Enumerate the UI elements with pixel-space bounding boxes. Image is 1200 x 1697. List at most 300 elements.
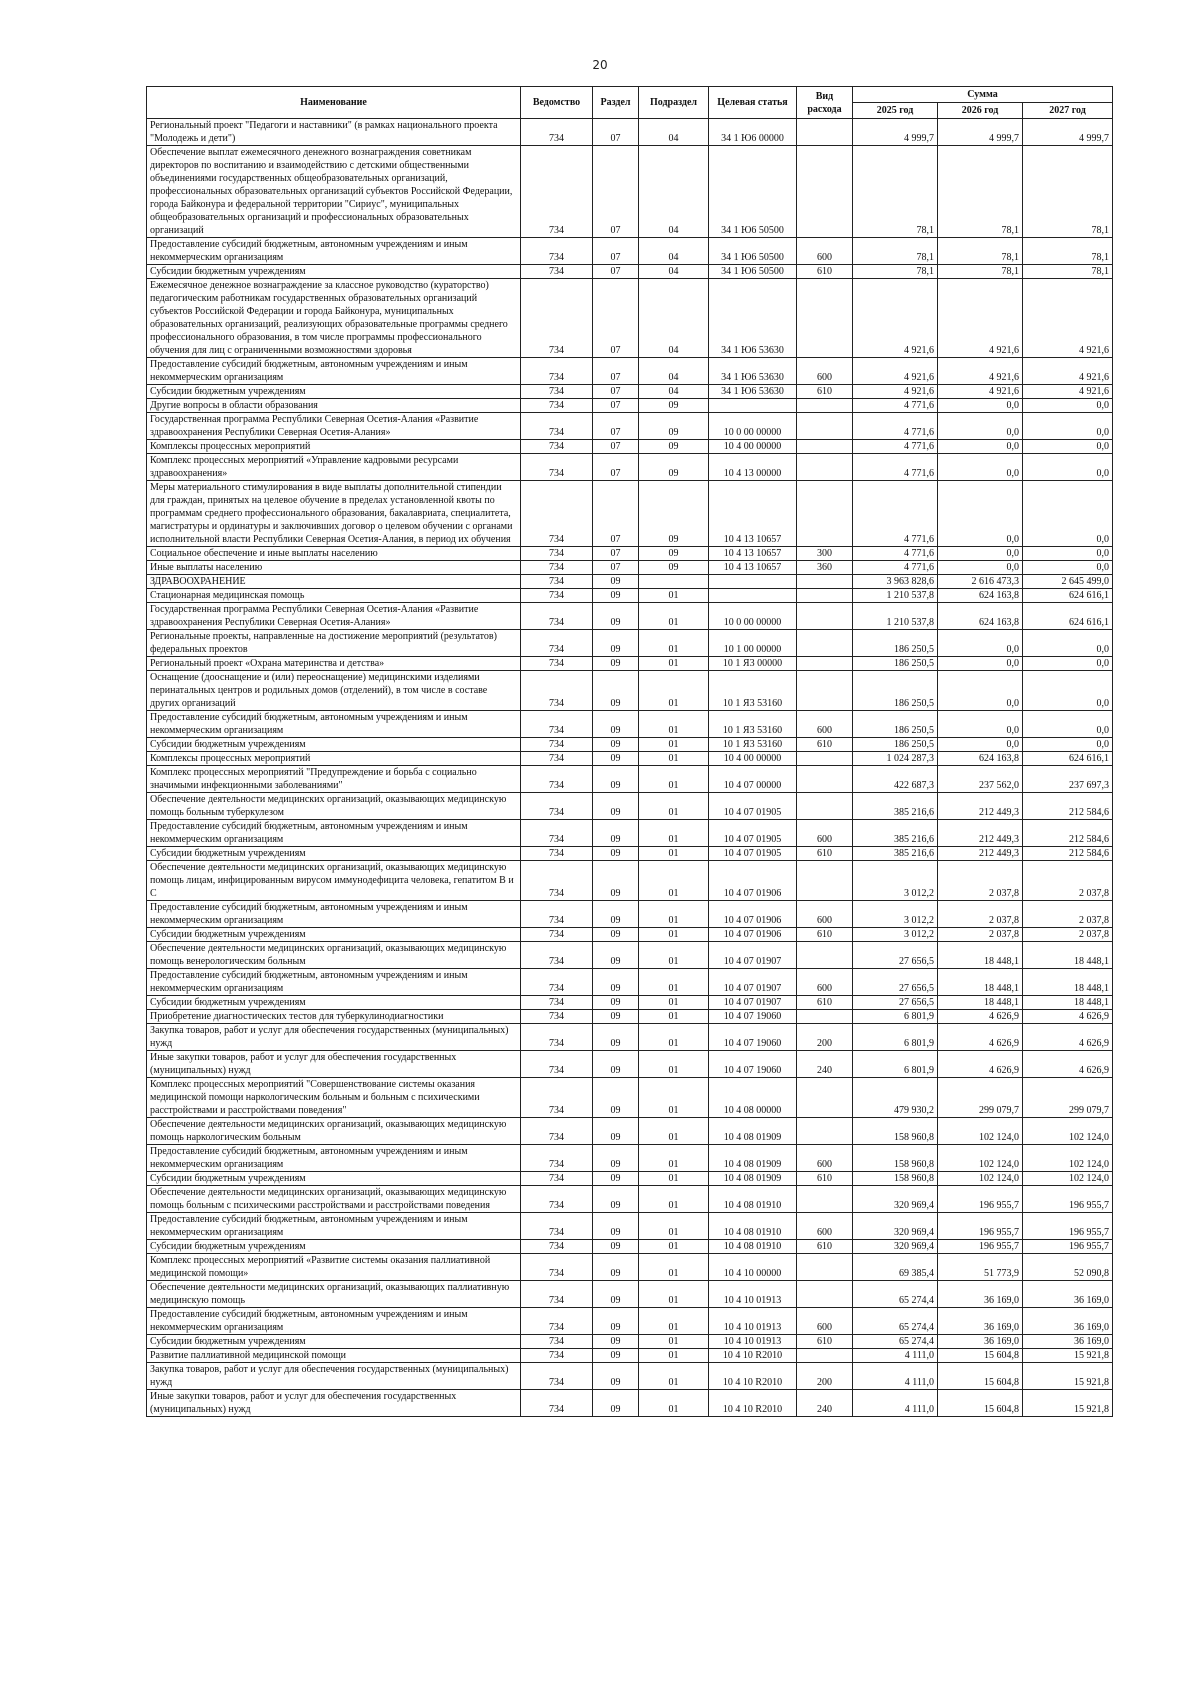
row-target: 10 1 Я3 53160 (709, 738, 797, 752)
row-target: 34 1 Ю6 50500 (709, 238, 797, 265)
table-row (147, 1051, 1113, 1078)
row-target: 10 1 Я3 00000 (709, 657, 797, 671)
row-sum-2027: 15 921,8 (1023, 1363, 1113, 1390)
row-sum-2027: 102 124,0 (1023, 1145, 1113, 1172)
row-subsection: 09 (639, 481, 709, 547)
table-row (147, 1363, 1113, 1390)
table-body (147, 119, 1113, 1417)
row-subsection: 01 (639, 752, 709, 766)
row-sum-2027: 196 955,7 (1023, 1186, 1113, 1213)
row-target: 10 4 07 00000 (709, 766, 797, 793)
row-sum-2025: 320 969,4 (853, 1213, 938, 1240)
row-subsection: 01 (639, 1390, 709, 1417)
row-exp-type (797, 399, 853, 413)
header-2026: 2026 год (938, 103, 1023, 119)
row-name: Закупка товаров, работ и услуг для обеспечения государственных (муниципальных) нужд (147, 1363, 521, 1390)
row-subsection: 04 (639, 238, 709, 265)
row-dept: 734 (521, 454, 593, 481)
row-dept: 734 (521, 603, 593, 630)
row-section: 07 (593, 238, 639, 265)
row-section: 09 (593, 603, 639, 630)
row-sum-2027: 4 626,9 (1023, 1010, 1113, 1024)
row-subsection: 01 (639, 901, 709, 928)
row-sum-2025: 4 771,6 (853, 440, 938, 454)
row-dept: 734 (521, 575, 593, 589)
row-sum-2025: 1 210 537,8 (853, 589, 938, 603)
row-dept: 734 (521, 146, 593, 238)
row-target: 10 4 07 01907 (709, 942, 797, 969)
row-sum-2025: 320 969,4 (853, 1186, 938, 1213)
row-sum-2027: 196 955,7 (1023, 1240, 1113, 1254)
row-name: Предоставление субсидий бюджетным, автономным учреждениям и иным некоммерческим организациям (147, 901, 521, 928)
table-row (147, 440, 1113, 454)
row-exp-type: 200 (797, 1024, 853, 1051)
table-row (147, 561, 1113, 575)
row-sum-2026: 102 124,0 (938, 1145, 1023, 1172)
row-sum-2027: 18 448,1 (1023, 969, 1113, 996)
row-sum-2027: 2 037,8 (1023, 901, 1113, 928)
row-name: Меры материального стимулирования в виде выплаты дополнительной стипендии для граждан, принятых на целевое обучение в пределах установленной квоты по программам среднего профессионального образования, бакалавриата, специалитета, магистратуры и ординатуры и заключивших договор о целевом обучении с органами исполнительной власти Республики Северная Осетия-Алания, в период их обучения (147, 481, 521, 547)
row-exp-type: 610 (797, 738, 853, 752)
row-name: Социальное обеспечение и иные выплаты населению (147, 547, 521, 561)
row-section: 09 (593, 711, 639, 738)
row-sum-2025: 78,1 (853, 146, 938, 238)
row-subsection: 01 (639, 711, 709, 738)
row-subsection: 01 (639, 738, 709, 752)
header-sum: Сумма (853, 87, 1113, 103)
table-row (147, 547, 1113, 561)
row-subsection: 01 (639, 1335, 709, 1349)
table-row (147, 1240, 1113, 1254)
row-sum-2025: 385 216,6 (853, 847, 938, 861)
row-sum-2026: 4 921,6 (938, 358, 1023, 385)
row-target: 10 4 07 01905 (709, 793, 797, 820)
row-exp-type: 600 (797, 969, 853, 996)
row-subsection: 01 (639, 671, 709, 711)
row-subsection: 01 (639, 766, 709, 793)
row-dept: 734 (521, 358, 593, 385)
row-dept: 734 (521, 996, 593, 1010)
row-sum-2025: 4 111,0 (853, 1390, 938, 1417)
row-sum-2026: 237 562,0 (938, 766, 1023, 793)
row-subsection: 04 (639, 385, 709, 399)
row-dept: 734 (521, 1349, 593, 1363)
row-subsection: 01 (639, 589, 709, 603)
budget-table (146, 86, 1113, 1417)
row-target: 10 1 00 00000 (709, 630, 797, 657)
row-dept: 734 (521, 399, 593, 413)
row-section: 09 (593, 1118, 639, 1145)
table-row (147, 1335, 1113, 1349)
row-sum-2027: 52 090,8 (1023, 1254, 1113, 1281)
row-subsection: 01 (639, 942, 709, 969)
row-section: 09 (593, 1240, 639, 1254)
row-sum-2027: 0,0 (1023, 399, 1113, 413)
row-target: 10 0 00 00000 (709, 413, 797, 440)
table-row (147, 119, 1113, 146)
table-row (147, 1078, 1113, 1118)
row-sum-2025: 69 385,4 (853, 1254, 938, 1281)
row-sum-2025: 320 969,4 (853, 1240, 938, 1254)
row-exp-type: 600 (797, 1213, 853, 1240)
table-row (147, 969, 1113, 996)
table-row (147, 901, 1113, 928)
row-sum-2026: 15 604,8 (938, 1390, 1023, 1417)
row-dept: 734 (521, 1024, 593, 1051)
row-name: Субсидии бюджетным учреждениям (147, 265, 521, 279)
row-sum-2027: 4 999,7 (1023, 119, 1113, 146)
header-2027: 2027 год (1023, 103, 1113, 119)
row-dept: 734 (521, 1118, 593, 1145)
row-sum-2027: 4 626,9 (1023, 1051, 1113, 1078)
table-row (147, 1349, 1113, 1363)
row-exp-type (797, 575, 853, 589)
row-sum-2027: 0,0 (1023, 440, 1113, 454)
row-sum-2025: 1 210 537,8 (853, 603, 938, 630)
row-sum-2026: 0,0 (938, 547, 1023, 561)
table-row (147, 1390, 1113, 1417)
table-row (147, 671, 1113, 711)
table-row (147, 1118, 1113, 1145)
row-subsection: 04 (639, 265, 709, 279)
row-sum-2027: 212 584,6 (1023, 820, 1113, 847)
row-exp-type (797, 766, 853, 793)
row-name: Предоставление субсидий бюджетным, автономным учреждениям и иным некоммерческим организациям (147, 1145, 521, 1172)
row-sum-2026: 0,0 (938, 399, 1023, 413)
row-sum-2025: 3 012,2 (853, 861, 938, 901)
row-section: 09 (593, 1308, 639, 1335)
row-sum-2027: 4 921,6 (1023, 279, 1113, 358)
row-sum-2027: 2 037,8 (1023, 928, 1113, 942)
table-row (147, 589, 1113, 603)
row-name: Ежемесячное денежное вознаграждение за классное руководство (кураторство) педагогическим работникам государственных образовательных организаций субъектов Российской Федерации и города Байконура, муниципальных образовательных организаций, реализующих образовательные программы среднего профессионального образования, в том числе программы профессионального обучения для лиц с ограниченными возможностями здоровья (147, 279, 521, 358)
row-dept: 734 (521, 265, 593, 279)
row-exp-type (797, 119, 853, 146)
row-name: Субсидии бюджетным учреждениям (147, 996, 521, 1010)
row-dept: 734 (521, 1186, 593, 1213)
row-exp-type: 610 (797, 1240, 853, 1254)
row-section: 09 (593, 766, 639, 793)
row-exp-type: 240 (797, 1051, 853, 1078)
row-target: 34 1 Ю6 50500 (709, 265, 797, 279)
row-exp-type (797, 861, 853, 901)
row-dept: 734 (521, 1051, 593, 1078)
row-section: 07 (593, 399, 639, 413)
header-exp-type: Вид расхода (797, 87, 853, 119)
row-subsection: 01 (639, 1254, 709, 1281)
row-name: Иные закупки товаров, работ и услуг для обеспечения государственных (муниципальных) нужд (147, 1051, 521, 1078)
row-exp-type: 600 (797, 238, 853, 265)
row-subsection: 01 (639, 793, 709, 820)
row-exp-type: 600 (797, 901, 853, 928)
row-sum-2026: 196 955,7 (938, 1240, 1023, 1254)
row-name: Обеспечение деятельности медицинских организаций, оказывающих медицинскую помощь лицам, инфицированным вирусом иммунодефицита человека, гепатитом В и С (147, 861, 521, 901)
row-sum-2026: 0,0 (938, 711, 1023, 738)
row-target: 10 1 Я3 53160 (709, 671, 797, 711)
row-name: Комплекс процессных мероприятий «Развитие системы оказания паллиативной медицинской помощи» (147, 1254, 521, 1281)
row-subsection: 01 (639, 969, 709, 996)
row-sum-2025: 27 656,5 (853, 942, 938, 969)
row-exp-type (797, 1118, 853, 1145)
row-section: 09 (593, 1213, 639, 1240)
row-name: Региональные проекты, направленные на достижение мероприятий (результатов) федеральных проектов (147, 630, 521, 657)
row-subsection: 01 (639, 1172, 709, 1186)
row-target: 10 4 07 01906 (709, 928, 797, 942)
row-section: 09 (593, 1335, 639, 1349)
header-dept: Ведомство (521, 87, 593, 119)
row-target: 10 4 08 00000 (709, 1078, 797, 1118)
row-target: 34 1 Ю6 53630 (709, 358, 797, 385)
row-dept: 734 (521, 793, 593, 820)
row-dept: 734 (521, 928, 593, 942)
row-sum-2025: 4 111,0 (853, 1363, 938, 1390)
row-sum-2025: 4 771,6 (853, 399, 938, 413)
row-dept: 734 (521, 671, 593, 711)
row-sum-2026: 0,0 (938, 440, 1023, 454)
row-sum-2027: 78,1 (1023, 265, 1113, 279)
row-section: 07 (593, 561, 639, 575)
row-exp-type: 610 (797, 928, 853, 942)
row-exp-type: 600 (797, 1145, 853, 1172)
row-sum-2026: 212 449,3 (938, 793, 1023, 820)
row-exp-type: 600 (797, 1308, 853, 1335)
row-sum-2026: 0,0 (938, 481, 1023, 547)
table-row (147, 1281, 1113, 1308)
row-sum-2026: 0,0 (938, 738, 1023, 752)
row-sum-2027: 18 448,1 (1023, 996, 1113, 1010)
row-sum-2026: 0,0 (938, 671, 1023, 711)
row-section: 07 (593, 440, 639, 454)
row-sum-2026: 18 448,1 (938, 969, 1023, 996)
row-sum-2026: 2 037,8 (938, 861, 1023, 901)
row-sum-2025: 3 963 828,6 (853, 575, 938, 589)
row-target: 10 4 07 01907 (709, 969, 797, 996)
row-section: 09 (593, 1145, 639, 1172)
row-exp-type: 360 (797, 561, 853, 575)
row-section: 09 (593, 630, 639, 657)
row-name: Субсидии бюджетным учреждениям (147, 847, 521, 861)
row-subsection: 01 (639, 1213, 709, 1240)
row-subsection: 09 (639, 399, 709, 413)
row-subsection: 01 (639, 928, 709, 942)
row-sum-2025: 6 801,9 (853, 1024, 938, 1051)
row-sum-2027: 0,0 (1023, 738, 1113, 752)
row-name: Предоставление субсидий бюджетным, автономным учреждениям и иным некоммерческим организациям (147, 358, 521, 385)
table-row (147, 1010, 1113, 1024)
row-target (709, 399, 797, 413)
row-dept: 734 (521, 1078, 593, 1118)
row-sum-2026: 36 169,0 (938, 1281, 1023, 1308)
header-2025: 2025 год (853, 103, 938, 119)
row-sum-2027: 0,0 (1023, 454, 1113, 481)
row-sum-2027: 102 124,0 (1023, 1172, 1113, 1186)
row-exp-type (797, 146, 853, 238)
row-exp-type (797, 413, 853, 440)
header-target: Целевая статья (709, 87, 797, 119)
row-exp-type (797, 1186, 853, 1213)
row-sum-2025: 4 771,6 (853, 413, 938, 440)
row-target: 10 4 00 00000 (709, 440, 797, 454)
row-exp-type: 240 (797, 1390, 853, 1417)
row-target: 10 4 10 R2010 (709, 1363, 797, 1390)
row-dept: 734 (521, 820, 593, 847)
row-sum-2026: 0,0 (938, 630, 1023, 657)
row-subsection: 01 (639, 820, 709, 847)
row-name: Предоставление субсидий бюджетным, автономным учреждениям и иным некоммерческим организациям (147, 969, 521, 996)
row-target: 10 4 13 00000 (709, 454, 797, 481)
row-section: 09 (593, 1172, 639, 1186)
row-sum-2027: 15 921,8 (1023, 1390, 1113, 1417)
row-section: 09 (593, 847, 639, 861)
row-target: 10 4 10 R2010 (709, 1349, 797, 1363)
table-row (147, 820, 1113, 847)
row-sum-2026: 18 448,1 (938, 942, 1023, 969)
row-sum-2027: 36 169,0 (1023, 1308, 1113, 1335)
row-sum-2025: 4 771,6 (853, 561, 938, 575)
row-target: 10 4 10 01913 (709, 1308, 797, 1335)
row-sum-2025: 3 012,2 (853, 901, 938, 928)
row-subsection (639, 575, 709, 589)
row-name: Субсидии бюджетным учреждениям (147, 1240, 521, 1254)
row-sum-2025: 4 771,6 (853, 547, 938, 561)
table-row (147, 928, 1113, 942)
row-target (709, 575, 797, 589)
row-subsection: 01 (639, 1349, 709, 1363)
row-sum-2025: 4 771,6 (853, 454, 938, 481)
row-exp-type: 200 (797, 1363, 853, 1390)
row-sum-2025: 186 250,5 (853, 657, 938, 671)
row-target: 10 4 07 01906 (709, 901, 797, 928)
row-dept: 734 (521, 630, 593, 657)
row-target: 10 4 13 10657 (709, 481, 797, 547)
row-sum-2026: 4 626,9 (938, 1051, 1023, 1078)
row-sum-2027: 299 079,7 (1023, 1078, 1113, 1118)
row-sum-2026: 102 124,0 (938, 1118, 1023, 1145)
row-sum-2026: 0,0 (938, 561, 1023, 575)
row-target: 10 4 10 01913 (709, 1281, 797, 1308)
row-sum-2025: 186 250,5 (853, 630, 938, 657)
row-name: Предоставление субсидий бюджетным, автономным учреждениям и иным некоммерческим организациям (147, 1213, 521, 1240)
table-row (147, 265, 1113, 279)
row-exp-type (797, 1254, 853, 1281)
row-section: 09 (593, 738, 639, 752)
row-sum-2026: 624 163,8 (938, 752, 1023, 766)
row-sum-2025: 3 012,2 (853, 928, 938, 942)
table-row (147, 385, 1113, 399)
row-section: 09 (593, 1363, 639, 1390)
table-row (147, 847, 1113, 861)
row-sum-2026: 4 921,6 (938, 385, 1023, 399)
row-sum-2026: 4 626,9 (938, 1010, 1023, 1024)
row-sum-2027: 18 448,1 (1023, 942, 1113, 969)
row-name: Предоставление субсидий бюджетным, автономным учреждениям и иным некоммерческим организациям (147, 238, 521, 265)
row-sum-2027: 4 921,6 (1023, 385, 1113, 399)
table-row (147, 1172, 1113, 1186)
row-subsection: 09 (639, 561, 709, 575)
row-section: 07 (593, 385, 639, 399)
row-subsection: 01 (639, 1118, 709, 1145)
row-exp-type: 300 (797, 547, 853, 561)
row-sum-2027: 102 124,0 (1023, 1118, 1113, 1145)
table-row (147, 454, 1113, 481)
row-subsection: 09 (639, 547, 709, 561)
row-target: 10 4 10 R2010 (709, 1390, 797, 1417)
row-sum-2027: 212 584,6 (1023, 847, 1113, 861)
row-name: Предоставление субсидий бюджетным, автономным учреждениям и иным некоммерческим организациям (147, 820, 521, 847)
row-sum-2027: 15 921,8 (1023, 1349, 1113, 1363)
row-sum-2026: 78,1 (938, 238, 1023, 265)
row-section: 07 (593, 481, 639, 547)
table-row (147, 358, 1113, 385)
row-sum-2025: 27 656,5 (853, 969, 938, 996)
row-exp-type (797, 279, 853, 358)
row-name: Государственная программа Республики Северная Осетия-Алания «Развитие здравоохранения Республики Северная Осетия-Алания» (147, 603, 521, 630)
table-row (147, 630, 1113, 657)
row-sum-2026: 0,0 (938, 657, 1023, 671)
row-section: 09 (593, 969, 639, 996)
row-name: Оснащение (дооснащение и (или) переоснащение) медицинскими изделиями перинатальных центров и родильных домов (отделений), в том числе в составе других организаций (147, 671, 521, 711)
row-target: 10 4 00 00000 (709, 752, 797, 766)
row-dept: 734 (521, 766, 593, 793)
row-sum-2025: 479 930,2 (853, 1078, 938, 1118)
row-dept: 734 (521, 385, 593, 399)
row-subsection: 04 (639, 119, 709, 146)
row-sum-2025: 422 687,3 (853, 766, 938, 793)
row-sum-2026: 0,0 (938, 454, 1023, 481)
row-target: 10 4 13 10657 (709, 561, 797, 575)
row-subsection: 01 (639, 1281, 709, 1308)
row-dept: 734 (521, 752, 593, 766)
row-dept: 734 (521, 1308, 593, 1335)
row-name: Региональный проект "Педагоги и наставники" (в рамках национального проекта "Молодежь и дети") (147, 119, 521, 146)
table-row (147, 481, 1113, 547)
table-row (147, 657, 1113, 671)
row-dept: 734 (521, 901, 593, 928)
row-target: 10 4 07 01905 (709, 847, 797, 861)
row-dept: 734 (521, 738, 593, 752)
row-sum-2027: 0,0 (1023, 671, 1113, 711)
row-exp-type (797, 942, 853, 969)
row-subsection: 01 (639, 630, 709, 657)
row-sum-2026: 196 955,7 (938, 1186, 1023, 1213)
row-section: 09 (593, 996, 639, 1010)
row-sum-2025: 27 656,5 (853, 996, 938, 1010)
row-name: Обеспечение выплат ежемесячного денежного вознаграждения советникам директоров по воспитанию и взаимодействию с детскими общественными объединениями государственных общеобразовательных организаций, профессиональных образовательных организаций субъектов Российской Федерации, города Байконура и федеральной территории "Сириус", муниципальных общеобразовательных организаций и профессиональных образовательных организаций (147, 146, 521, 238)
row-sum-2026: 0,0 (938, 413, 1023, 440)
row-subsection: 01 (639, 1010, 709, 1024)
row-name: Иные закупки товаров, работ и услуг для обеспечения государственных (муниципальных) нужд (147, 1390, 521, 1417)
row-section: 07 (593, 413, 639, 440)
table-row (147, 752, 1113, 766)
table-row (147, 413, 1113, 440)
row-target: 34 1 Ю6 53630 (709, 385, 797, 399)
row-sum-2026: 18 448,1 (938, 996, 1023, 1010)
row-exp-type (797, 589, 853, 603)
row-name: ЗДРАВООХРАНЕНИЕ (147, 575, 521, 589)
row-exp-type (797, 1010, 853, 1024)
row-sum-2027: 2 037,8 (1023, 861, 1113, 901)
row-sum-2026: 196 955,7 (938, 1213, 1023, 1240)
row-target: 10 4 08 01910 (709, 1186, 797, 1213)
table-row (147, 279, 1113, 358)
table-row (147, 861, 1113, 901)
row-sum-2026: 2 616 473,3 (938, 575, 1023, 589)
row-target: 10 4 07 19060 (709, 1051, 797, 1078)
row-dept: 734 (521, 1145, 593, 1172)
table-row (147, 942, 1113, 969)
row-sum-2026: 2 037,8 (938, 901, 1023, 928)
row-exp-type (797, 454, 853, 481)
